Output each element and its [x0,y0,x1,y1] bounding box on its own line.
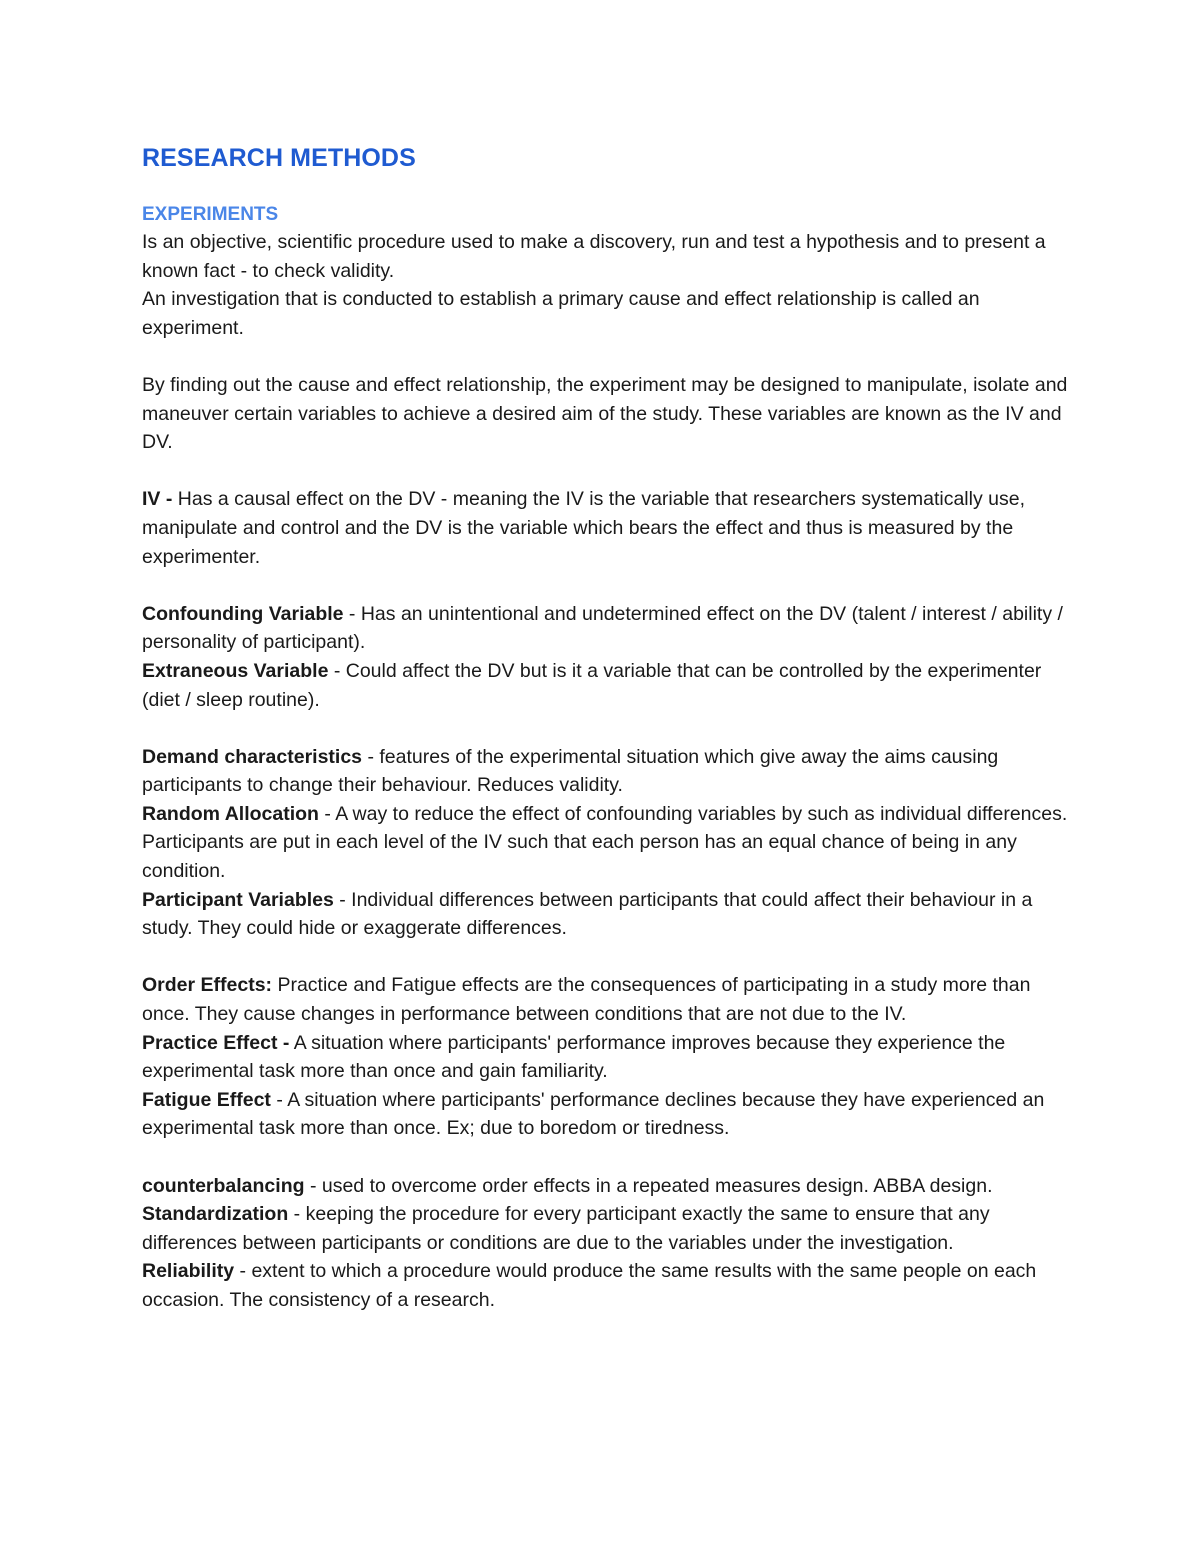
intro-paragraph-2: An investigation that is conducted to establish a primary cause and effect relationship is called an experiment. [142,288,980,339]
definition-random-allocation [142,800,1072,886]
definition-counterbalancing [142,1172,1072,1201]
definition-confounding-variable [142,600,1072,657]
term-label: Practice Effect - [142,1031,290,1054]
paragraph-spacer [142,342,1072,371]
term-label: Confounding Variable [142,602,344,625]
term-label: Reliability [142,1260,235,1283]
term-definition: - features of the experimental situation which give away the aims causing participants to change their behaviour. Reduces validity. [142,745,999,797]
term-label: Fatigue Effect [142,1088,271,1111]
definition-demand-characteristics [142,743,1072,800]
term-definition: - Individual differences between participants that could affect their behaviour in a study. They could hide or exaggerate differences. [142,888,1033,940]
document-title: RESEARCH METHODS [142,144,416,172]
term-label: Participant Variables [142,888,334,911]
term-label: IV - [142,488,173,511]
term-definition: - A way to reduce the effect of confounding variables by such as individual differences. Participants are put in each level of the IV such that each person has an equal chance of being in any condition. [142,802,1068,883]
paragraph-spacer [142,943,1072,972]
term-label: Random Allocation [142,802,319,825]
definition-practice-effect [142,1029,1072,1086]
term-label: Standardization [142,1203,289,1226]
section-heading-experiments: EXPERIMENTS [142,204,279,225]
term-label: Order Effects: [142,974,273,997]
term-definition: - used to overcome order effects in a repeated measures design. ABBA design. [304,1174,993,1197]
term-definition: - Could affect the DV but is it a variable that can be controlled by the experimenter (diet / sleep routine). [142,659,1042,711]
definition-iv [142,485,1072,571]
paragraph-spacer [142,571,1072,600]
definition-extraneous-variable [142,657,1072,714]
definition-fatigue-effect [142,1086,1072,1143]
document-page [142,140,1072,1315]
intro-paragraph-1: Is an objective, scientific procedure used to make a discovery, run and test a hypothesis and to present a known fact - to check validity. [142,231,1046,282]
paragraph-spacer [142,457,1072,486]
definition-participant-variables [142,886,1072,943]
term-definition: - keeping the procedure for every participant exactly the same to ensure that any differences between participants or conditions are due to the variables under the investigation. [142,1203,990,1254]
term-label: Demand characteristics [142,745,363,768]
paragraph-spacer [142,714,1072,743]
term-definition: Has a causal effect on the DV - meaning the IV is the variable that researchers systematically use, manipulate and control and the DV is the variable which bears the effect and thus is measured by the experimenter. [142,488,1025,568]
definition-order-effects [142,971,1072,1028]
definition-standardization [142,1200,1072,1257]
term-definition: - A situation where participants' performance declines because they have experienced an experimental task more than once. Ex; due to boredom or tiredness. [142,1088,1045,1140]
term-label: Extraneous Variable [142,659,329,682]
term-label: counterbalancing [142,1174,305,1197]
intro-paragraph-3: By finding out the cause and effect relationship, the experiment may be designed to manipulate, isolate and maneuver certain variables to achieve a desired aim of the study. These variables are known as the IV and DV. [142,373,1068,454]
term-definition: - extent to which a procedure would produce the same results with the same people on each occasion. The consistency of a research. [142,1260,1037,1311]
term-definition: A situation where participants' performance improves because they experience the experimental task more than once and gain familiarity. [142,1031,1006,1083]
definition-reliability [142,1257,1072,1314]
term-definition: - Has an unintentional and undetermined effect on the DV (talent / interest / ability / personality of participant). [142,602,1063,654]
term-definition: Practice and Fatigue effects are the consequences of participating in a study more than once. They cause changes in performance between conditions that are not due to the IV. [142,974,1031,1026]
paragraph-spacer [142,1143,1072,1172]
